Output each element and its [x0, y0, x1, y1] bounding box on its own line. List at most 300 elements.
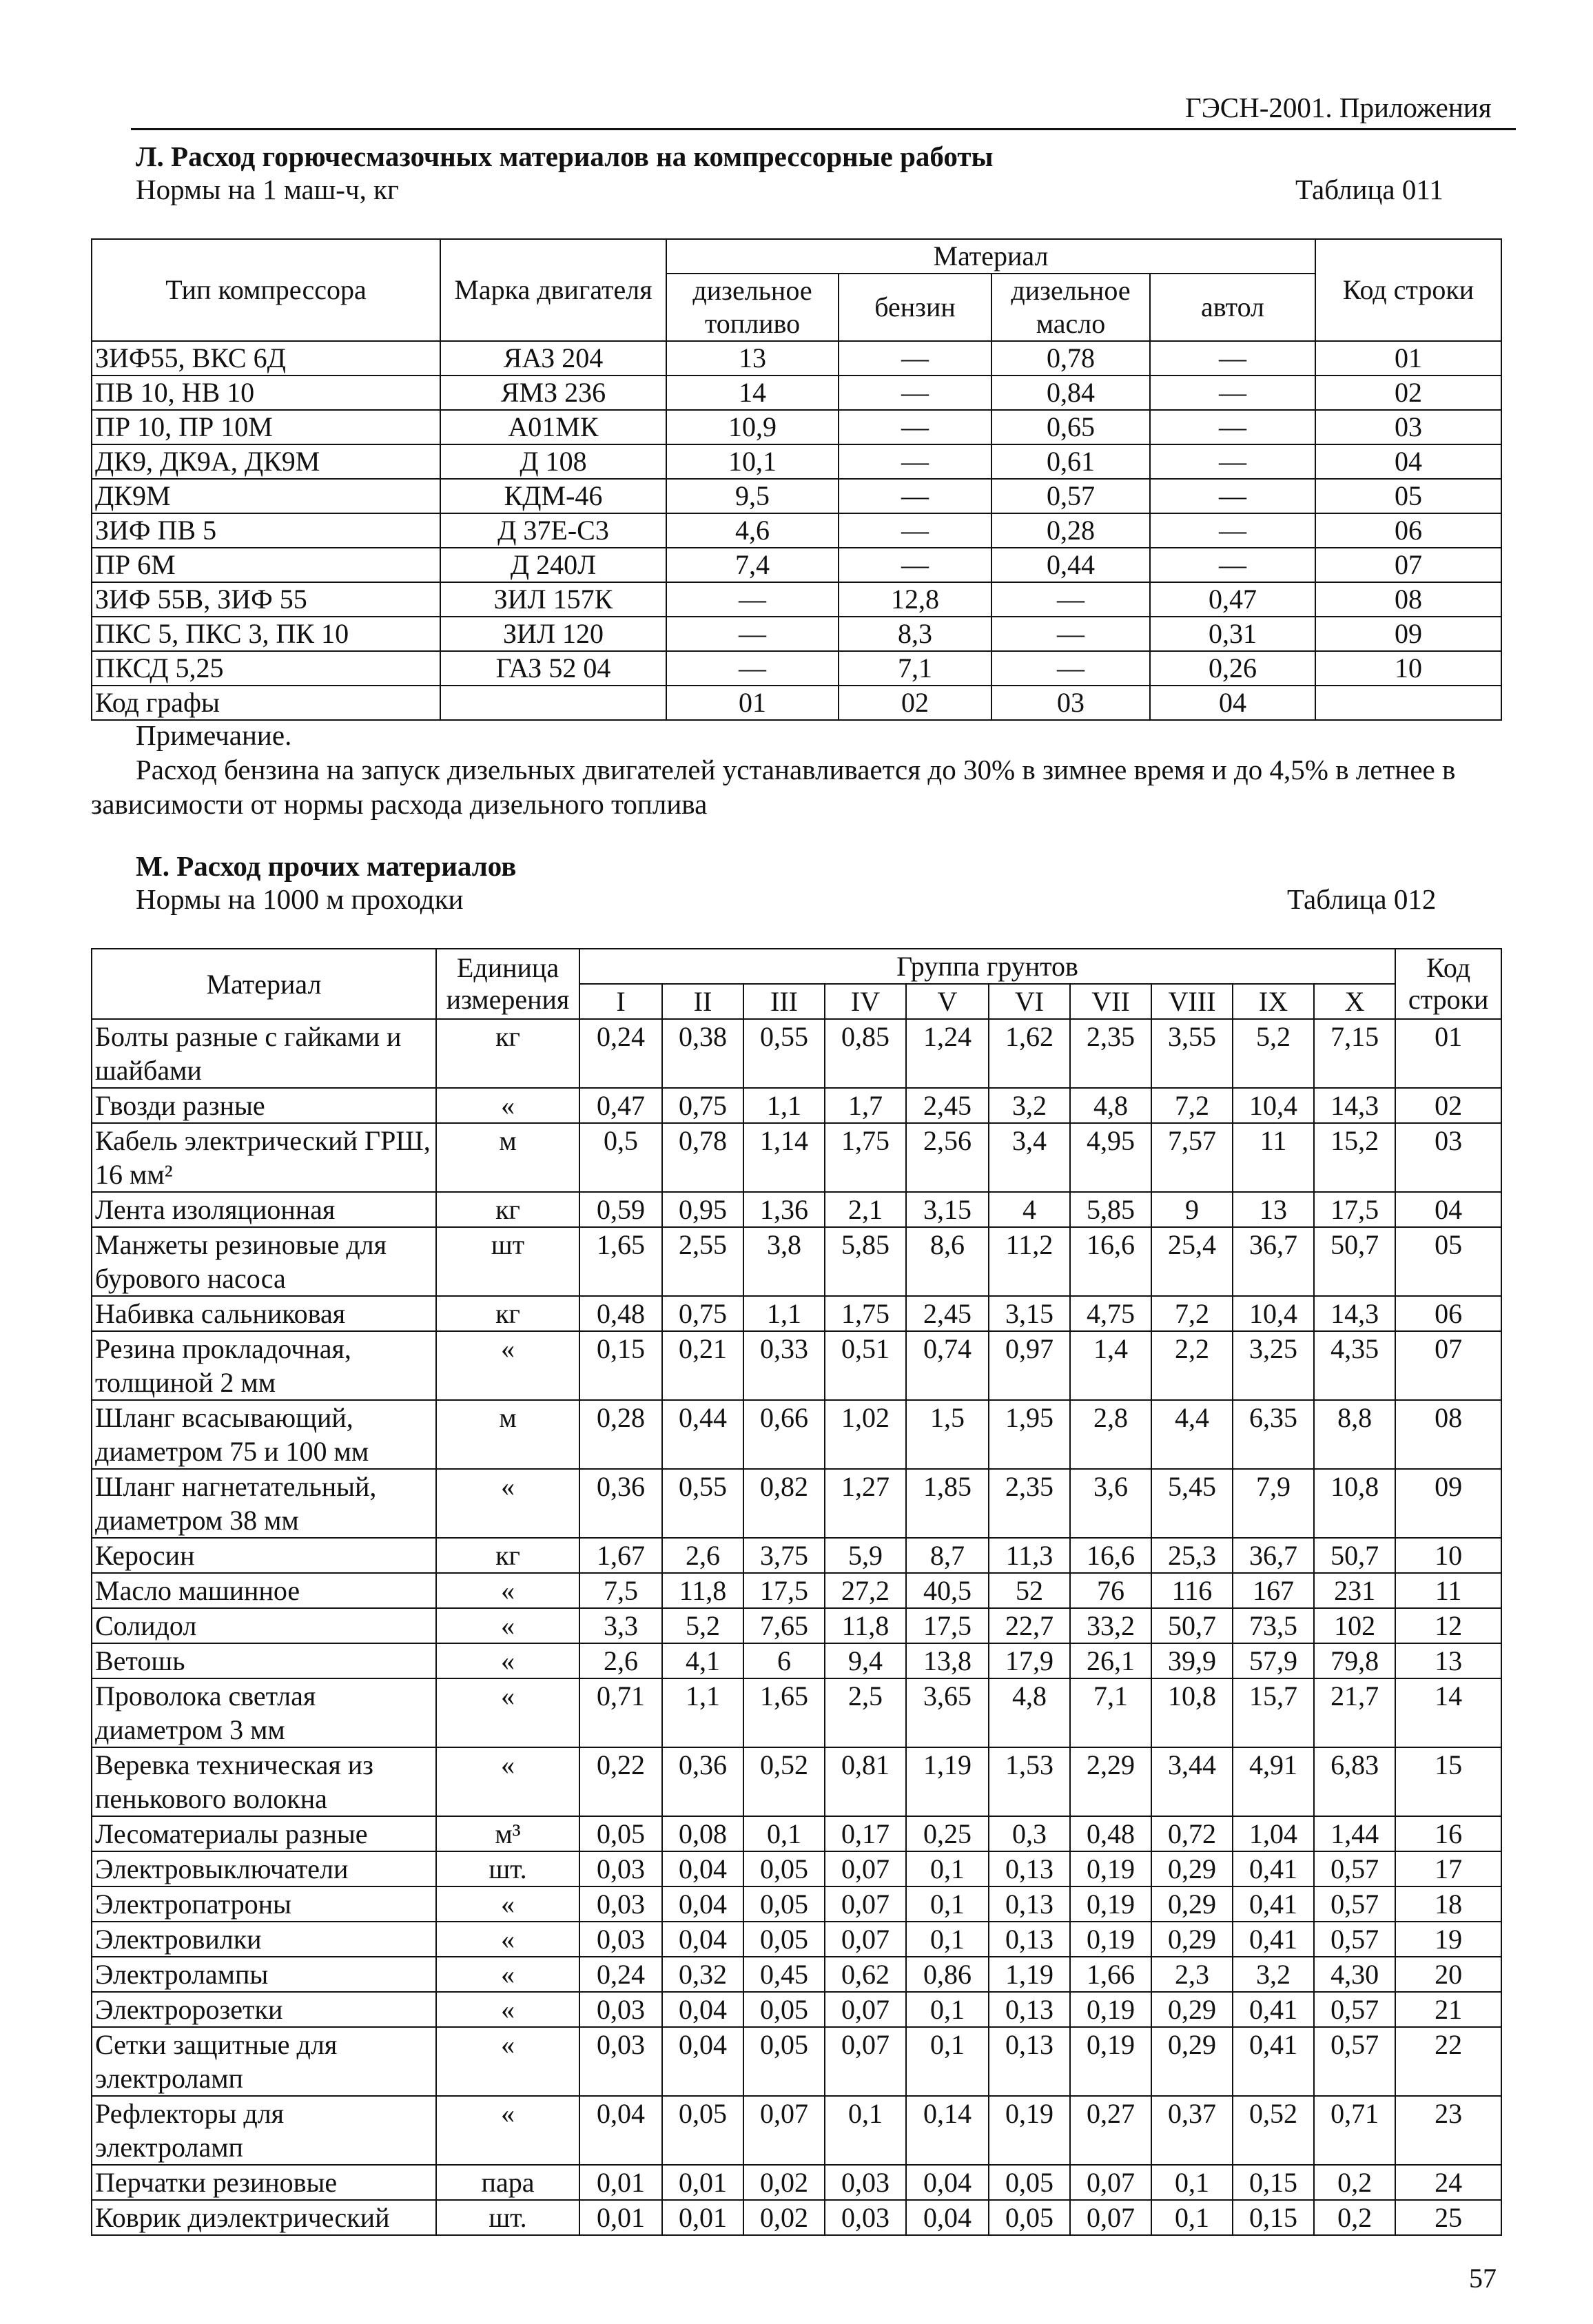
- cell-value: 0,86: [906, 1957, 989, 1992]
- cell-code: 06: [1315, 513, 1501, 548]
- cell-value: 3,6: [1070, 1469, 1151, 1538]
- cell-oil: 0,84: [991, 376, 1150, 410]
- cell-code: 21: [1395, 1992, 1501, 2027]
- cell-value: 1,53: [989, 1747, 1070, 1816]
- cell-value: 3,44: [1151, 1747, 1233, 1816]
- cell-value: 0,1: [743, 1816, 825, 1851]
- cell-value: 26,1: [1070, 1643, 1151, 1678]
- cell-value: 8,6: [906, 1227, 989, 1296]
- cell-value: 0,62: [825, 1957, 906, 1992]
- col-diesel-fuel: дизельное топливо: [666, 274, 839, 341]
- cell-value: 0,1: [906, 1886, 989, 1922]
- cell-unit: «: [436, 2027, 579, 2096]
- cell-value: 1,66: [1070, 1957, 1151, 1992]
- table-row: [92, 1886, 1501, 1922]
- cell-value: 7,2: [1151, 1088, 1233, 1123]
- cell-value: 1,65: [743, 1678, 825, 1747]
- cell-petrol: 7,1: [839, 651, 991, 686]
- table-011-label: Таблица 011: [1295, 174, 1443, 205]
- cell-value: 0,04: [906, 2165, 989, 2200]
- cell-autol: —: [1150, 444, 1315, 479]
- cell-value: 0,19: [989, 2096, 1070, 2165]
- cell-type: ПР 6М: [92, 548, 440, 582]
- cell-engine: Д 37Е-С3: [440, 513, 666, 548]
- cell-value: 4,91: [1233, 1747, 1314, 1816]
- table-row: [92, 2200, 1501, 2235]
- cell-value: 0,57: [1314, 1851, 1395, 1886]
- cell-value: 3,15: [989, 1296, 1070, 1331]
- table-row: [92, 2027, 1501, 2096]
- cell-value: 3,4: [989, 1123, 1070, 1192]
- cell-value: 25,3: [1151, 1538, 1233, 1573]
- cell-unit: м: [436, 1400, 579, 1469]
- cell-value: 0,41: [1233, 2027, 1314, 2096]
- cell-engine: ЗИЛ 120: [440, 617, 666, 651]
- cell-value: 1,14: [743, 1123, 825, 1192]
- cell-value: 0,1: [825, 2096, 906, 2165]
- cell-type: ДК9М: [92, 479, 440, 513]
- cell-value: 0,19: [1070, 1886, 1151, 1922]
- cell-code: 09: [1315, 617, 1501, 651]
- cell-unit: «: [436, 1608, 579, 1643]
- cell-empty: [1315, 686, 1501, 720]
- table-row: [92, 1573, 1501, 1608]
- cell-value: 50,7: [1314, 1227, 1395, 1296]
- cell-value: 2,45: [906, 1296, 989, 1331]
- table-row: [92, 1469, 1501, 1538]
- cell-value: 4,4: [1151, 1400, 1233, 1469]
- cell-code: 07: [1315, 548, 1501, 582]
- cell-unit: «: [436, 2096, 579, 2165]
- cell-value: 3,8: [743, 1227, 825, 1296]
- cell-autol: —: [1150, 376, 1315, 410]
- cell-value: 40,5: [906, 1573, 989, 1608]
- cell-fuel: —: [666, 651, 839, 686]
- cell-value: 7,1: [1070, 1678, 1151, 1747]
- cell-fuel: 14: [666, 376, 839, 410]
- cell-value: 7,5: [579, 1573, 662, 1608]
- cell-value: 0,71: [1314, 2096, 1395, 2165]
- cell-value: 0,05: [989, 2165, 1070, 2200]
- header-rule: [131, 128, 1516, 130]
- cell-material: Солидол: [92, 1608, 436, 1643]
- cell-value: 0,51: [825, 1331, 906, 1400]
- note-line-1: Расход бензина на запуск дизельных двигателей устанавливается до 30% в зимнее время и до 4,5% в летнее в: [136, 754, 1456, 785]
- cell-type: ПР 10, ПР 10М: [92, 410, 440, 444]
- cell-value: 2,56: [906, 1123, 989, 1192]
- cell-value: 13,8: [906, 1643, 989, 1678]
- cell-value: 6: [743, 1643, 825, 1678]
- cell-engine: ЯМЗ 236: [440, 376, 666, 410]
- cell-unit: пара: [436, 2165, 579, 2200]
- cell-engine: А01МК: [440, 410, 666, 444]
- note-title: Примечание.: [136, 719, 292, 751]
- cell-unit: шт: [436, 1227, 579, 1296]
- cell-value: 4,8: [989, 1678, 1070, 1747]
- cell-value: 0,19: [1070, 1992, 1151, 2027]
- cell-value: 0,03: [579, 1922, 662, 1957]
- cell-value: 0,05: [743, 1922, 825, 1957]
- cell-value: 0,04: [662, 2027, 743, 2096]
- cell-unit: «: [436, 1573, 579, 1608]
- cell-value: 0,14: [906, 2096, 989, 2165]
- cell-value: 7,57: [1151, 1123, 1233, 1192]
- cell-material: Резина прокладочная, толщиной 2 мм: [92, 1331, 436, 1400]
- cell-material: Болты разные с гайками и шайбами: [92, 1019, 436, 1088]
- cell-value: 0,13: [989, 1851, 1070, 1886]
- cell-value: 50,7: [1151, 1608, 1233, 1643]
- table-012-label: Таблица 012: [1287, 883, 1437, 915]
- cell-material: Веревка техническая из пенькового волокна: [92, 1747, 436, 1816]
- cell-petrol: —: [839, 479, 991, 513]
- table-row: [92, 1400, 1501, 1469]
- cell-engine: ЯАЗ 204: [440, 341, 666, 376]
- table-row: [92, 376, 1501, 410]
- cell-engine: КДМ-46: [440, 479, 666, 513]
- cell-value: 0,19: [1070, 1851, 1151, 1886]
- table-row: [92, 1088, 1501, 1123]
- cell-unit: «: [436, 1992, 579, 2027]
- cell-value: 0,01: [579, 2200, 662, 2235]
- cell-material: Шланг всасывающий, диаметром 75 и 100 мм: [92, 1400, 436, 1469]
- table-row: [92, 1643, 1501, 1678]
- cell-value: 11,8: [662, 1573, 743, 1608]
- cell-value: 0,02: [743, 2165, 825, 2200]
- cell-value: 0,57: [1314, 1886, 1395, 1922]
- cell-code: 22: [1395, 2027, 1501, 2096]
- cell-material: Коврик диэлектрический: [92, 2200, 436, 2235]
- table-row: [92, 2165, 1501, 2200]
- cell-code: 01: [1315, 341, 1501, 376]
- cell-code: 13: [1395, 1643, 1501, 1678]
- cell-oil: 0,61: [991, 444, 1150, 479]
- cell-code: 02: [1395, 1088, 1501, 1123]
- section-m-norms: Нормы на 1000 м проходки: [136, 883, 464, 915]
- cell-value: 1,7: [825, 1088, 906, 1123]
- cell-value: 0,36: [662, 1747, 743, 1816]
- cell-oil: —: [991, 617, 1150, 651]
- cell-petrol: 8,3: [839, 617, 991, 651]
- table-row: [92, 1192, 1501, 1227]
- table-row: [92, 1922, 1501, 1957]
- cell-value: 0,29: [1151, 1886, 1233, 1922]
- cell-petrol: 12,8: [839, 582, 991, 617]
- col-soil-group-number: VII: [1070, 984, 1151, 1019]
- cell-value: 5,85: [1070, 1192, 1151, 1227]
- cell-value: 4,30: [1314, 1957, 1395, 1992]
- cell-autol: 0,26: [1150, 651, 1315, 686]
- cell-code: 03: [1395, 1123, 1501, 1192]
- cell-value: 16,6: [1070, 1538, 1151, 1573]
- cell-code: 01: [1395, 1019, 1501, 1088]
- cell-value: 0,03: [579, 1992, 662, 2027]
- cell-value: 0,04: [906, 2200, 989, 2235]
- cell-autol: —: [1150, 548, 1315, 582]
- cell-value: 0,13: [989, 2027, 1070, 2096]
- cell-code: 04: [1315, 444, 1501, 479]
- cell-value: 2,45: [906, 1088, 989, 1123]
- cell-value: 8,8: [1314, 1400, 1395, 1469]
- cell-value: 2,3: [1151, 1957, 1233, 1992]
- cell-code: 20: [1395, 1957, 1501, 1992]
- cell-value: 1,24: [906, 1019, 989, 1088]
- cell-value: 3,65: [906, 1678, 989, 1747]
- section-l-title: Л. Расход горючесмазочных материалов на компрессорные работы: [136, 141, 994, 172]
- cell-value: 0,08: [662, 1816, 743, 1851]
- cell-code: 10: [1395, 1538, 1501, 1573]
- cell-material: Кабель электрический ГРШ, 16 мм²: [92, 1123, 436, 1192]
- cell-code: 25: [1395, 2200, 1501, 2235]
- cell-unit: «: [436, 1331, 579, 1400]
- table-row: [92, 2096, 1501, 2165]
- col-soil-group: Группа грунтов: [579, 949, 1395, 984]
- cell-value: 1,36: [743, 1192, 825, 1227]
- col-soil-group-number: IX: [1233, 984, 1314, 1019]
- cell-value: 1,5: [906, 1400, 989, 1469]
- cell-value: 57,9: [1233, 1643, 1314, 1678]
- cell-type: ЗИФ ПВ 5: [92, 513, 440, 548]
- cell-oil: 0,44: [991, 548, 1150, 582]
- cell-value: 4: [989, 1192, 1070, 1227]
- cell-material: Перчатки резиновые: [92, 2165, 436, 2200]
- cell-value: 1,19: [989, 1957, 1070, 1992]
- cell-value: 0,81: [825, 1747, 906, 1816]
- cell-value: 0,5: [579, 1123, 662, 1192]
- cell-code: 14: [1395, 1678, 1501, 1747]
- cell-material: Манжеты резиновые для бурового насоса: [92, 1227, 436, 1296]
- cell-value: 0,29: [1151, 1922, 1233, 1957]
- cell-value: 3,15: [906, 1192, 989, 1227]
- cell-value: 22,7: [989, 1608, 1070, 1643]
- cell-value: 76: [1070, 1573, 1151, 1608]
- cell-value: 0,29: [1151, 2027, 1233, 2096]
- cell-value: 102: [1314, 1608, 1395, 1643]
- cell-value: 0,1: [1151, 2200, 1233, 2235]
- cell-value: 0,13: [989, 1922, 1070, 1957]
- cell-value: 36,7: [1233, 1538, 1314, 1573]
- table-row: [92, 651, 1501, 686]
- cell-value: 0,85: [825, 1019, 906, 1088]
- cell-value: 2,5: [825, 1678, 906, 1747]
- cell-value: 0,48: [1070, 1816, 1151, 1851]
- cell-value: 10,8: [1314, 1469, 1395, 1538]
- cell-value: 1,19: [906, 1747, 989, 1816]
- cell-code: 15: [1395, 1747, 1501, 1816]
- table-row: [92, 1608, 1501, 1643]
- cell-code: 16: [1395, 1816, 1501, 1851]
- cell-value: 3,3: [579, 1608, 662, 1643]
- cell-code: 09: [1395, 1469, 1501, 1538]
- cell-value: 0,07: [1070, 2165, 1151, 2200]
- cell-material: Электророзетки: [92, 1992, 436, 2027]
- cell-value: 7,2: [1151, 1296, 1233, 1331]
- cell-value: 116: [1151, 1573, 1233, 1608]
- col-row-code: Код строки: [1315, 239, 1501, 341]
- cell-value: 9,4: [825, 1643, 906, 1678]
- cell-value: 1,02: [825, 1400, 906, 1469]
- table-row: [92, 1123, 1501, 1192]
- cell-value: 9: [1151, 1192, 1233, 1227]
- cell-value: 0,05: [743, 2027, 825, 2096]
- column-code-label: Код графы: [92, 686, 440, 720]
- cell-code: 17: [1395, 1851, 1501, 1886]
- cell-code: 05: [1395, 1227, 1501, 1296]
- cell-type: ЗИФ55, ВКС 6Д: [92, 341, 440, 376]
- table-row: [92, 1227, 1501, 1296]
- cell-value: 3,2: [1233, 1957, 1314, 1992]
- cell-value: 1,67: [579, 1538, 662, 1573]
- cell-value: 5,2: [1233, 1019, 1314, 1088]
- cell-value: 0,01: [579, 2165, 662, 2200]
- column-code: 03: [991, 686, 1150, 720]
- cell-code: 08: [1395, 1400, 1501, 1469]
- table-row: [92, 1678, 1501, 1747]
- cell-value: 0,05: [662, 2096, 743, 2165]
- cell-oil: 0,28: [991, 513, 1150, 548]
- cell-value: 1,04: [1233, 1816, 1314, 1851]
- cell-value: 0,07: [825, 1992, 906, 2027]
- cell-petrol: —: [839, 376, 991, 410]
- cell-value: 0,05: [989, 2200, 1070, 2235]
- cell-code: 02: [1315, 376, 1501, 410]
- cell-value: 0,28: [579, 1400, 662, 1469]
- table-row: [92, 1019, 1501, 1088]
- cell-value: 0,1: [906, 2027, 989, 2096]
- cell-petrol: —: [839, 513, 991, 548]
- cell-value: 0,07: [825, 1851, 906, 1886]
- col-soil-group-number: V: [906, 984, 989, 1019]
- cell-value: 0,07: [1070, 2200, 1151, 2235]
- cell-value: 0,04: [662, 1922, 743, 1957]
- table-row: [92, 444, 1501, 479]
- col-soil-group-number: VI: [989, 984, 1070, 1019]
- cell-code: 08: [1315, 582, 1501, 617]
- cell-value: 0,75: [662, 1088, 743, 1123]
- cell-engine: Д 240Л: [440, 548, 666, 582]
- cell-unit: «: [436, 1747, 579, 1816]
- cell-value: 5,2: [662, 1608, 743, 1643]
- cell-oil: 0,78: [991, 341, 1150, 376]
- cell-code: 23: [1395, 2096, 1501, 2165]
- cell-value: 0,44: [662, 1400, 743, 1469]
- cell-value: 0,04: [662, 1851, 743, 1886]
- cell-value: 0,15: [579, 1331, 662, 1400]
- cell-value: 36,7: [1233, 1227, 1314, 1296]
- cell-petrol: —: [839, 341, 991, 376]
- cell-value: 33,2: [1070, 1608, 1151, 1643]
- cell-value: 0,04: [662, 1992, 743, 2027]
- cell-value: 8,7: [906, 1538, 989, 1573]
- col-soil-group-number: IV: [825, 984, 906, 1019]
- cell-autol: 0,47: [1150, 582, 1315, 617]
- cell-unit: кг: [436, 1019, 579, 1088]
- table-row: [92, 341, 1501, 376]
- cell-unit: м³: [436, 1816, 579, 1851]
- cell-value: 4,35: [1314, 1331, 1395, 1400]
- cell-value: 0,95: [662, 1192, 743, 1227]
- cell-value: 0,66: [743, 1400, 825, 1469]
- cell-value: 0,29: [1151, 1851, 1233, 1886]
- cell-value: 1,44: [1314, 1816, 1395, 1851]
- cell-type: ДК9, ДК9А, ДК9М: [92, 444, 440, 479]
- cell-unit: шт.: [436, 1851, 579, 1886]
- col-row-code: Код строки: [1395, 949, 1501, 1019]
- cell-value: 0,78: [662, 1123, 743, 1192]
- cell-value: 0,05: [579, 1816, 662, 1851]
- cell-value: 0,24: [579, 1957, 662, 1992]
- column-code: 01: [666, 686, 839, 720]
- cell-engine: ГАЗ 52 04: [440, 651, 666, 686]
- cell-value: 0,37: [1151, 2096, 1233, 2165]
- note-line-2: зависимости от нормы расхода дизельного топлива: [91, 788, 708, 820]
- cell-code: 05: [1315, 479, 1501, 513]
- cell-value: 0,52: [743, 1747, 825, 1816]
- cell-material: Лесоматериалы разные: [92, 1816, 436, 1851]
- table-row: [92, 548, 1501, 582]
- cell-code: 03: [1315, 410, 1501, 444]
- cell-value: 0,19: [1070, 2027, 1151, 2096]
- cell-value: 52: [989, 1573, 1070, 1608]
- cell-type: ЗИФ 55В, ЗИФ 55: [92, 582, 440, 617]
- col-material: Материал: [92, 949, 436, 1019]
- cell-value: 25,4: [1151, 1227, 1233, 1296]
- cell-value: 0,07: [825, 1922, 906, 1957]
- cell-value: 4,75: [1070, 1296, 1151, 1331]
- col-soil-group-number: II: [662, 984, 743, 1019]
- cell-code: 24: [1395, 2165, 1501, 2200]
- cell-autol: —: [1150, 479, 1315, 513]
- cell-fuel: —: [666, 582, 839, 617]
- table-row: [92, 1296, 1501, 1331]
- cell-oil: —: [991, 651, 1150, 686]
- cell-unit: «: [436, 1643, 579, 1678]
- cell-material: Сетки защитные для электроламп: [92, 2027, 436, 2096]
- cell-value: 0,48: [579, 1296, 662, 1331]
- cell-unit: «: [436, 1469, 579, 1538]
- cell-fuel: —: [666, 617, 839, 651]
- cell-value: 0,13: [989, 1992, 1070, 2027]
- cell-value: 2,6: [579, 1643, 662, 1678]
- cell-value: 0,2: [1314, 2200, 1395, 2235]
- cell-value: 0,57: [1314, 1922, 1395, 1957]
- cell-code: 19: [1395, 1922, 1501, 1957]
- cell-value: 167: [1233, 1573, 1314, 1608]
- cell-value: 1,75: [825, 1123, 906, 1192]
- cell-value: 1,27: [825, 1469, 906, 1538]
- cell-value: 7,65: [743, 1608, 825, 1643]
- cell-fuel: 4,6: [666, 513, 839, 548]
- cell-value: 0,21: [662, 1331, 743, 1400]
- cell-fuel: 10,1: [666, 444, 839, 479]
- cell-value: 3,55: [1151, 1019, 1233, 1088]
- cell-value: 1,85: [906, 1469, 989, 1538]
- cell-fuel: 10,9: [666, 410, 839, 444]
- cell-value: 4,1: [662, 1643, 743, 1678]
- cell-value: 0,07: [825, 1886, 906, 1922]
- cell-code: 06: [1395, 1296, 1501, 1331]
- cell-value: 7,15: [1314, 1019, 1395, 1088]
- cell-code: 10: [1315, 651, 1501, 686]
- cell-value: 0,04: [662, 1886, 743, 1922]
- cell-value: 231: [1314, 1573, 1395, 1608]
- cell-value: 0,38: [662, 1019, 743, 1088]
- cell-unit: шт.: [436, 2200, 579, 2235]
- cell-value: 0,02: [743, 2200, 825, 2235]
- cell-value: 5,9: [825, 1538, 906, 1573]
- table-row: [92, 1538, 1501, 1573]
- cell-unit: «: [436, 1886, 579, 1922]
- cell-value: 0,1: [1151, 2165, 1233, 2200]
